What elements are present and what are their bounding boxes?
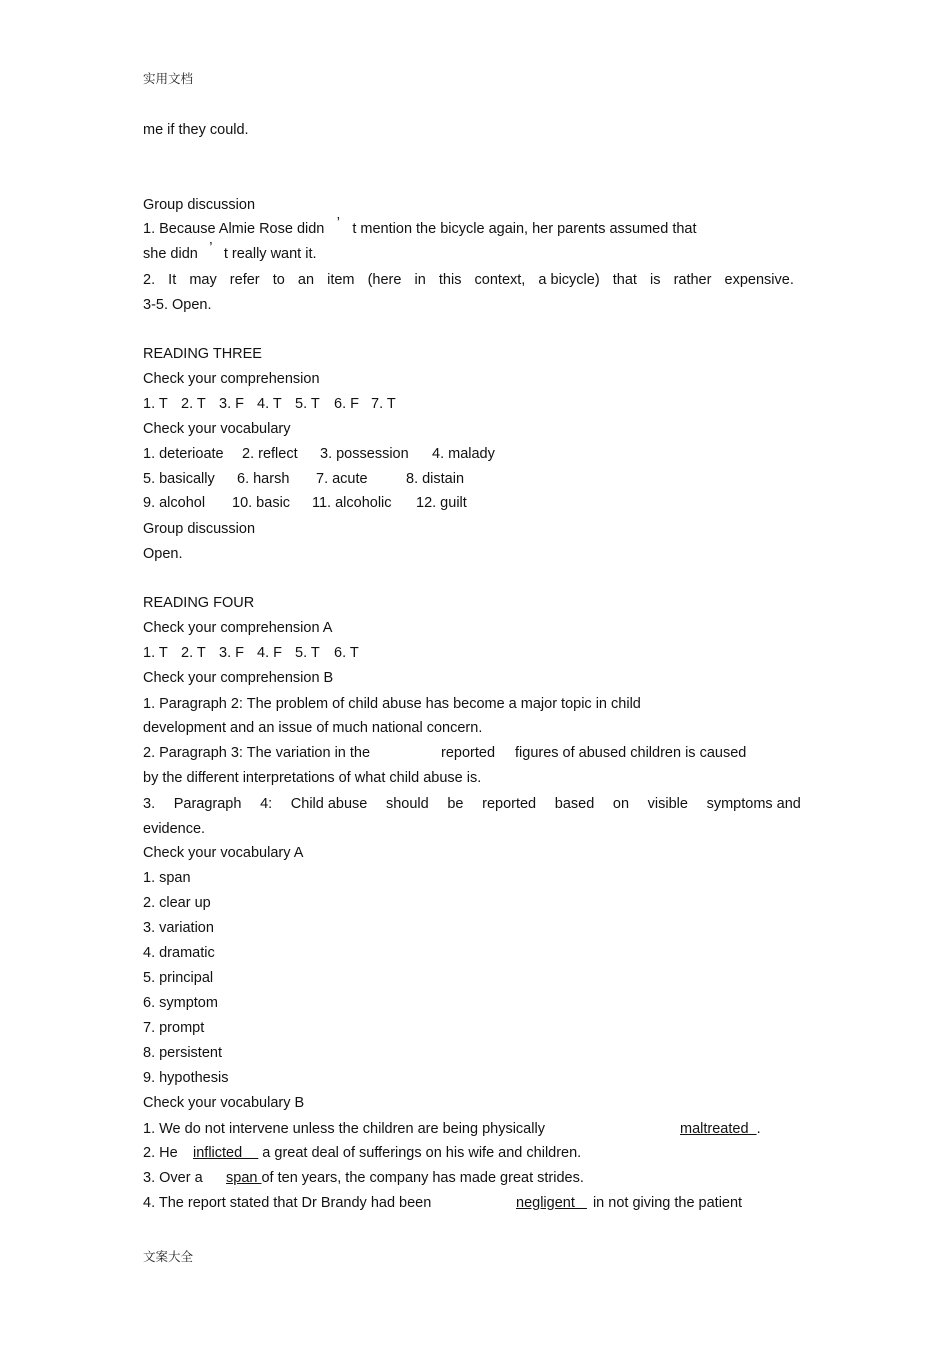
r4-vocabulary-b-heading: Check your vocabulary B [143,1095,305,1111]
r4-b-answer-3-line1: 3. Paragraph 4: Child abuse should be reported based on visible symptoms and [143,796,801,812]
r3-vocab-row-2: 5. basically 6. harsh 7. acute 8. distain [143,471,465,487]
r4-vocab-a-item: 2. clear up [143,895,211,911]
r4-vocab-a-item: 8. persistent [143,1045,222,1061]
r4-comprehension-b-heading: Check your comprehension B [143,670,334,686]
group-discussion-heading: Group discussion [143,197,256,213]
gd-answer-1-line2: she didn ’ t really want it. [143,240,317,262]
r4-b-answer-1-line1: 1. Paragraph 2: The problem of child abuse has become a major topic in child [143,696,641,712]
r3-comprehension-answers: 1. T 2. T 3. F 4. T 5. T 6. F 7. T [143,396,396,412]
r4-vocab-b-sentence-4: 4. The report stated that Dr Brandy had been negligent in not giving the patient [143,1195,743,1211]
reading-four-heading: READING FOUR [143,595,255,611]
r4-vocab-a-item: 1. span [143,870,191,886]
r4-vocab-a-item: 5. principal [143,970,214,986]
r4-vocab-a-item: 3. variation [143,920,214,936]
page-header: 实用文档 [143,71,194,86]
r4-vocab-b-sentence-3: 3. Over a span of ten years, the company has made great strides. [143,1170,584,1186]
r4-b-answer-2-line1: 2. Paragraph 3: The variation in the reported figures of abused children is caused [143,745,747,761]
r4-vocab-a-item: 7. prompt [143,1020,205,1036]
continuation-text: me if they could. [143,122,249,138]
r4-vocab-a-item: 4. dramatic [143,945,215,961]
r4-vocab-a-item: 9. hypothesis [143,1070,229,1086]
r3-comprehension-heading: Check your comprehension [143,371,320,387]
gd-answer-1-line1: 1. Because Almie Rose didn ’ t mention the bicycle again, her parents assumed that [143,215,697,237]
r4-b-answer-1-line2: development and an issue of much national concern. [143,720,483,736]
r4-vocab-b-sentence-2: 2. He inflicted a great deal of sufferings on his wife and children. [143,1145,582,1161]
page-footer: 文案大全 [143,1249,194,1264]
gd-answer-3-5: 3-5. Open. [143,297,212,313]
reading-three-heading: READING THREE [143,346,262,362]
r4-b-answer-3-line2: evidence. [143,821,206,837]
r4-vocabulary-a-heading: Check your vocabulary A [143,845,304,861]
r4-comprehension-a-heading: Check your comprehension A [143,620,333,636]
r3-group-discussion-heading: Group discussion [143,521,256,537]
r4-vocab-a-item: 6. symptom [143,995,218,1011]
gd-answer-2: 2. It may refer to an item (here in this context, a bicycle) that is rather expensive. [143,272,794,288]
r4-vocab-b-sentence-1: 1. We do not intervene unless the children are being physically maltreated . [143,1121,761,1137]
r3-vocabulary-heading: Check your vocabulary [143,421,291,437]
r4-comprehension-a-answers: 1. T 2. T 3. F 4. F 5. T 6. T [143,645,359,661]
r4-b-answer-2-line2: by the different interpretations of what child abuse is. [143,770,482,786]
r3-vocab-row-3: 9. alcohol 10. basic 11. alcoholic 12. guilt [143,495,467,511]
r3-vocab-row-1: 1. deterioate 2. reflect 3. possession 4. malady [143,446,495,462]
r3-group-discussion-answer: Open. [143,546,183,562]
